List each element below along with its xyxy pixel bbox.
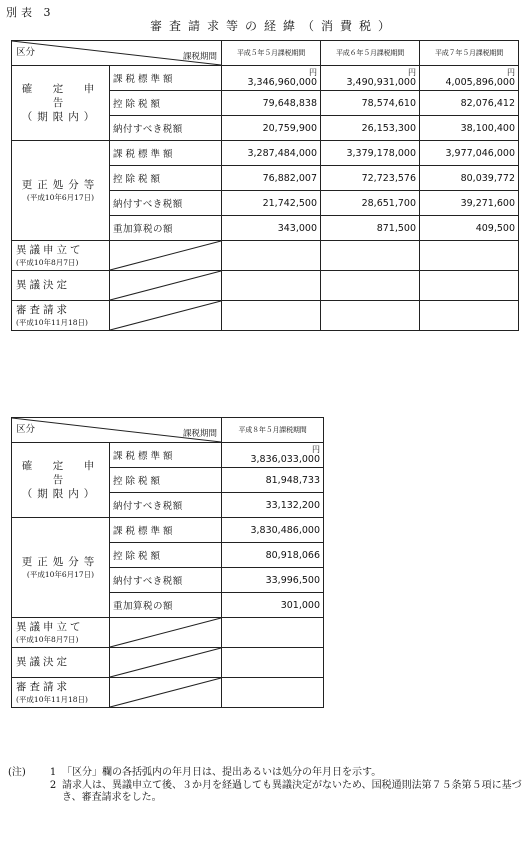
row-item-label: 控除税額 — [110, 543, 222, 568]
amount-cell: 33,132,200 — [222, 493, 324, 518]
amount-cell: 3,379,178,000 — [321, 141, 420, 166]
amount-value: 4,005,896,000 — [445, 77, 515, 88]
appendix-label: 別表 3 — [6, 6, 55, 19]
section-title: 更正処分等 — [21, 179, 100, 192]
corner-label-period: 課税期間 — [182, 52, 217, 62]
table-row — [12, 241, 519, 271]
amount-cell: 76,882,007 — [222, 166, 321, 191]
unit-label: 円 — [309, 68, 317, 77]
row-item-label: 納付すべき税額 — [110, 493, 222, 518]
event-date: (平成10年8月7日) — [16, 257, 79, 267]
amount-cell: 3,977,046,000 — [420, 141, 519, 166]
empty-slash-cell — [110, 618, 222, 648]
column-header: 平成８年５月課税期間 — [222, 418, 324, 443]
table-row — [12, 66, 519, 91]
empty-cell — [222, 648, 324, 678]
unit-label: 円 — [408, 68, 416, 77]
section-label — [12, 443, 115, 518]
table-row — [12, 618, 324, 648]
event-title: 異議申立て — [16, 244, 84, 257]
empty-slash-cell — [110, 271, 222, 301]
note-text: 「区分」欄の各括弧内の年月日は、提出あるいは処分の年月日を示す。 — [62, 767, 382, 778]
notes-label: (注) — [8, 767, 26, 778]
section-title: 確 定 申 告 — [21, 82, 115, 109]
tax-history-table-2 — [11, 417, 324, 708]
table-row — [12, 678, 324, 708]
row-item-label: 重加算税の額 — [110, 593, 222, 618]
event-label — [12, 618, 110, 648]
empty-cell — [420, 241, 519, 271]
notes — [8, 767, 523, 805]
section-subtitle: (平成10年6月17日) — [26, 569, 95, 579]
event-date: (平成10年8月7日) — [16, 634, 79, 644]
amount-value: 3,490,931,000 — [346, 77, 416, 88]
note-1 — [8, 767, 523, 780]
amount-cell: 26,153,300 — [321, 116, 420, 141]
empty-slash-cell — [110, 241, 222, 271]
amount-cell: 3,287,484,000 — [222, 141, 321, 166]
amount-cell: 20,759,900 — [222, 116, 321, 141]
row-item-label: 控除税額 — [110, 166, 222, 191]
table-row — [12, 301, 519, 331]
row-item-label: 課税標準額 — [110, 141, 222, 166]
amount-cell: 38,100,400 — [420, 116, 519, 141]
section-title: 確 定 申 告 — [21, 459, 115, 486]
row-item-label: 納付すべき税額 — [110, 116, 222, 141]
event-label — [12, 271, 110, 301]
empty-cell — [222, 241, 321, 271]
table-row — [12, 518, 324, 543]
amount-cell: 343,000 — [222, 216, 321, 241]
empty-cell — [222, 678, 324, 708]
amount-cell: 81,948,733 — [222, 468, 324, 493]
event-title: 審査請求 — [16, 304, 70, 317]
page-title: 審査請求等の経緯（消費税） — [150, 19, 398, 33]
event-label — [12, 241, 110, 271]
empty-cell — [321, 271, 420, 301]
amount-cell: 72,723,576 — [321, 166, 420, 191]
event-date: (平成10年11月18日) — [16, 317, 88, 327]
row-item-label: 課税標準額 — [110, 66, 222, 91]
amount-cell: 21,742,500 — [222, 191, 321, 216]
event-title: 異議決定 — [16, 279, 70, 292]
row-item-label: 課税標準額 — [110, 443, 222, 468]
amount-cell — [420, 66, 519, 91]
event-title: 異議決定 — [16, 656, 70, 669]
event-date: (平成10年11月18日) — [16, 694, 88, 704]
note-text: 請求人は、異議申立て後、３か月を経過しても異議決定がないため、国税通則法第７５条第５項に基づき、審査請求をした。 — [62, 779, 522, 803]
amount-cell: 78,574,610 — [321, 91, 420, 116]
unit-label: 円 — [507, 68, 515, 77]
table-row — [12, 648, 324, 678]
event-title: 審査請求 — [16, 681, 70, 694]
corner-label-category: 区分 — [16, 47, 36, 58]
amount-cell: 82,076,412 — [420, 91, 519, 116]
amount-cell: 33,996,500 — [222, 568, 324, 593]
empty-cell — [321, 241, 420, 271]
column-header: 平成５年５月課税期間 — [222, 41, 321, 66]
amount-cell: 409,500 — [420, 216, 519, 241]
table-row — [12, 141, 519, 166]
section-subtitle: （期限内） — [21, 111, 100, 124]
empty-cell — [420, 301, 519, 331]
amount-cell — [222, 66, 321, 91]
section-label — [12, 518, 110, 618]
amount-cell: 79,648,838 — [222, 91, 321, 116]
unit-label: 円 — [312, 445, 320, 454]
row-item-label: 課税標準額 — [110, 518, 222, 543]
note-number: 2 — [49, 779, 57, 791]
event-label — [12, 301, 110, 331]
event-title: 異議申立て — [16, 621, 84, 634]
row-item-label: 控除税額 — [110, 468, 222, 493]
row-item-label: 納付すべき税額 — [110, 191, 222, 216]
amount-cell: 39,271,600 — [420, 191, 519, 216]
corner-header — [12, 41, 222, 66]
row-item-label: 控除税額 — [110, 91, 222, 116]
empty-cell — [222, 301, 321, 331]
empty-slash-cell — [110, 648, 222, 678]
amount-value: 3,346,960,000 — [247, 77, 317, 88]
empty-slash-cell — [110, 301, 222, 331]
note-2 — [8, 780, 523, 805]
amount-cell — [222, 443, 324, 468]
empty-cell — [420, 271, 519, 301]
amount-cell: 3,830,486,000 — [222, 518, 324, 543]
amount-cell: 301,000 — [222, 593, 324, 618]
empty-cell — [321, 301, 420, 331]
column-header: 平成７年５月課税期間 — [420, 41, 519, 66]
tax-history-table-1 — [11, 40, 519, 331]
row-item-label: 重加算税の額 — [110, 216, 222, 241]
corner-header — [12, 418, 222, 443]
amount-cell: 80,039,772 — [420, 166, 519, 191]
corner-label-period: 課税期間 — [182, 429, 217, 439]
empty-cell — [222, 271, 321, 301]
row-item-label: 納付すべき税額 — [110, 568, 222, 593]
amount-cell: 80,918,066 — [222, 543, 324, 568]
empty-cell — [222, 618, 324, 648]
empty-slash-cell — [110, 678, 222, 708]
amount-cell: 871,500 — [321, 216, 420, 241]
amount-value: 3,836,033,000 — [250, 454, 320, 465]
corner-label-category: 区分 — [16, 424, 36, 435]
amount-cell: 28,651,700 — [321, 191, 420, 216]
amount-cell — [321, 66, 420, 91]
event-label — [12, 648, 110, 678]
note-number: 1 — [49, 767, 57, 778]
section-label — [12, 66, 115, 141]
column-header: 平成６年５月課税期間 — [321, 41, 420, 66]
section-subtitle: (平成10年6月17日) — [26, 192, 95, 202]
section-title: 更正処分等 — [21, 556, 100, 569]
table-row — [12, 443, 324, 468]
section-subtitle: （期限内） — [21, 488, 100, 501]
table-row — [12, 271, 519, 301]
event-label — [12, 678, 110, 708]
section-label — [12, 141, 110, 241]
